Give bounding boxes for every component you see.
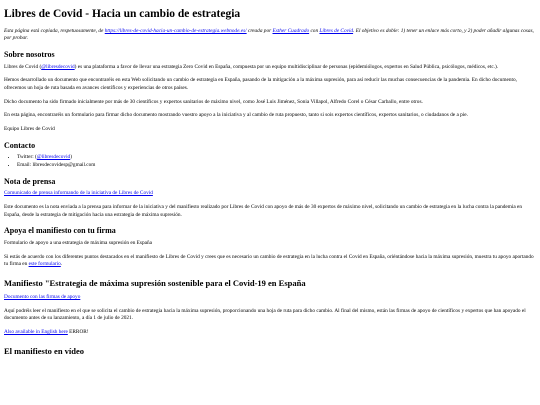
intro-text-3: con	[309, 27, 320, 34]
sobre-p1-text-a: Libres de Covid (	[4, 63, 42, 70]
page-title: Libres de Covid - Hacia un cambio de estrategia	[4, 8, 241, 20]
error-text: ERROR!	[67, 329, 89, 336]
manifiesto-link-paragraph	[4, 294, 536, 302]
apoya-heading: Apoya el manifiesto con tu firma	[4, 226, 116, 236]
libres-de-covid-link[interactable]: Libres de Covid	[319, 27, 354, 34]
press-paragraph: Este documento es la nota enviada a la prensa para informar de la iniciativa y del manifiesto realizado por Libres de Covid con apoyo de más de 30 expertos de máximo nivel, solicitando un cambio de estrategia en la lucha contra la pandemia en España, desde la estrategia de mitigación hacia una estrategia de máxima supresión.	[4, 203, 523, 218]
apoya-text-b: .	[60, 261, 63, 268]
sobre-paragraph-2: Hemos desarrollado un documento que encontraréis en esta Web solicitando un cambio de estrategia en España, pasando de la mitigación a la máxima supresión, para así reducir las muchas consecuencias de la pandemia. En dicho documento, ofrecemos un hoja de ruta basada en avances científicos y experiencias de otros países.	[4, 77, 517, 92]
manifiesto-paragraph: Aquí podréis leer el manifiesto en el que se solicita el cambio de estrategia hacia la máxima supresión, proporcionando una hoja de ruta para dicho cambio. Al final del mismo, están las firmas de apoyo de científicos y expertos que han apoyado el documento antes de su lanzamiento, a día 1 de julio de 2021.	[4, 307, 526, 322]
signature-form-link[interactable]: este formulario	[28, 261, 61, 268]
author-link[interactable]: Esther Cuadrado	[272, 27, 310, 34]
twitter-label: Twitter: (	[17, 154, 37, 161]
team-signature: Equipo Libres de Covid	[4, 126, 55, 133]
signatures-document-link[interactable]: Documento con las firmas de apoyo	[4, 294, 81, 301]
apoya-form-title: Formulario de apoyo a una estrategia de máxima supresión en España	[4, 239, 152, 246]
apoya-paragraph	[4, 254, 536, 269]
sobre-paragraph-3: Dicho documento ha sido firmado inicialmente por más de 30 científicos y expertos sanitarios de máximo nivel, como José Luis Jiménez, Sonia Villapol, Alfredo Corel o César Carballo, entre otros.	[4, 98, 423, 105]
sobre-paragraph-4: En esta página, encontraréis un formulario para firmar dicho documento mostrando vuestro apoyo a la iniciativa y al cambio de ruta propuesto, tanto si sois expertos científicos, expertos sanitarios, o ciudadanos de a pie.	[4, 112, 468, 119]
contact-list	[4, 154, 536, 169]
press-link-paragraph	[4, 190, 536, 198]
press-release-link[interactable]: Comunicado de prensa informando de la iniciativa de Libres de Covid	[4, 190, 153, 197]
manifiesto-heading: Manifiesto "Estrategia de máxima supresión sostenible para el Covid-19 en España	[4, 277, 306, 288]
apoya-text-a: Si estás de acuerdo con los diferentes puntos destacados en el manifiesto de Libres de Covid y crees que es necesario un cambio de estrategia en la lucha contra el Covid en España, oriéntándose hacia la máxima supresión, muestra tu apoyo aportando tu firma en	[4, 253, 534, 268]
source-page-link[interactable]: https://libres-de-covid-hacia-un-cambio-de-estrategia.webnode.es/	[104, 27, 247, 34]
english-paragraph	[4, 329, 536, 337]
libresdecovid-handle-link[interactable]: @libresdecovid	[41, 63, 75, 70]
sobre-nosotros-heading: Sobre nosotros	[4, 50, 55, 60]
intro-text-1: Esta página está copiada, respetuosamente, de	[4, 27, 105, 34]
intro-text-4: . El objetivo es doble: 1) tener un enlace más corto, y 2) poder añadir algunas cosas, por probar.	[4, 27, 534, 42]
nota-de-prensa-heading: Nota de prensa	[4, 176, 56, 186]
sobre-p1-text-b: ) es una plataforma a favor de llevar una estrategia Zero Covid en España, compuesta por un equipo multidisciplinar de personas (epidemiólogos, expertos en Salud Pública, psicólogos, médicos, etc.).	[74, 63, 499, 70]
contact-email-item: • Email: libresdecovidesp@gmail.com	[17, 162, 536, 170]
sobre-paragraph-1	[4, 64, 536, 72]
video-heading: El manifiesto en vídeo	[4, 345, 85, 356]
contacto-heading: Contacto	[4, 140, 36, 150]
twitter-close: )	[70, 154, 72, 161]
twitter-link[interactable]: @libresdecovid	[36, 154, 71, 161]
intro-text-2: creada por	[246, 27, 273, 34]
intro-text	[4, 28, 536, 43]
english-version-link[interactable]: Also available in English here	[4, 329, 68, 336]
contact-twitter-item	[17, 154, 536, 162]
